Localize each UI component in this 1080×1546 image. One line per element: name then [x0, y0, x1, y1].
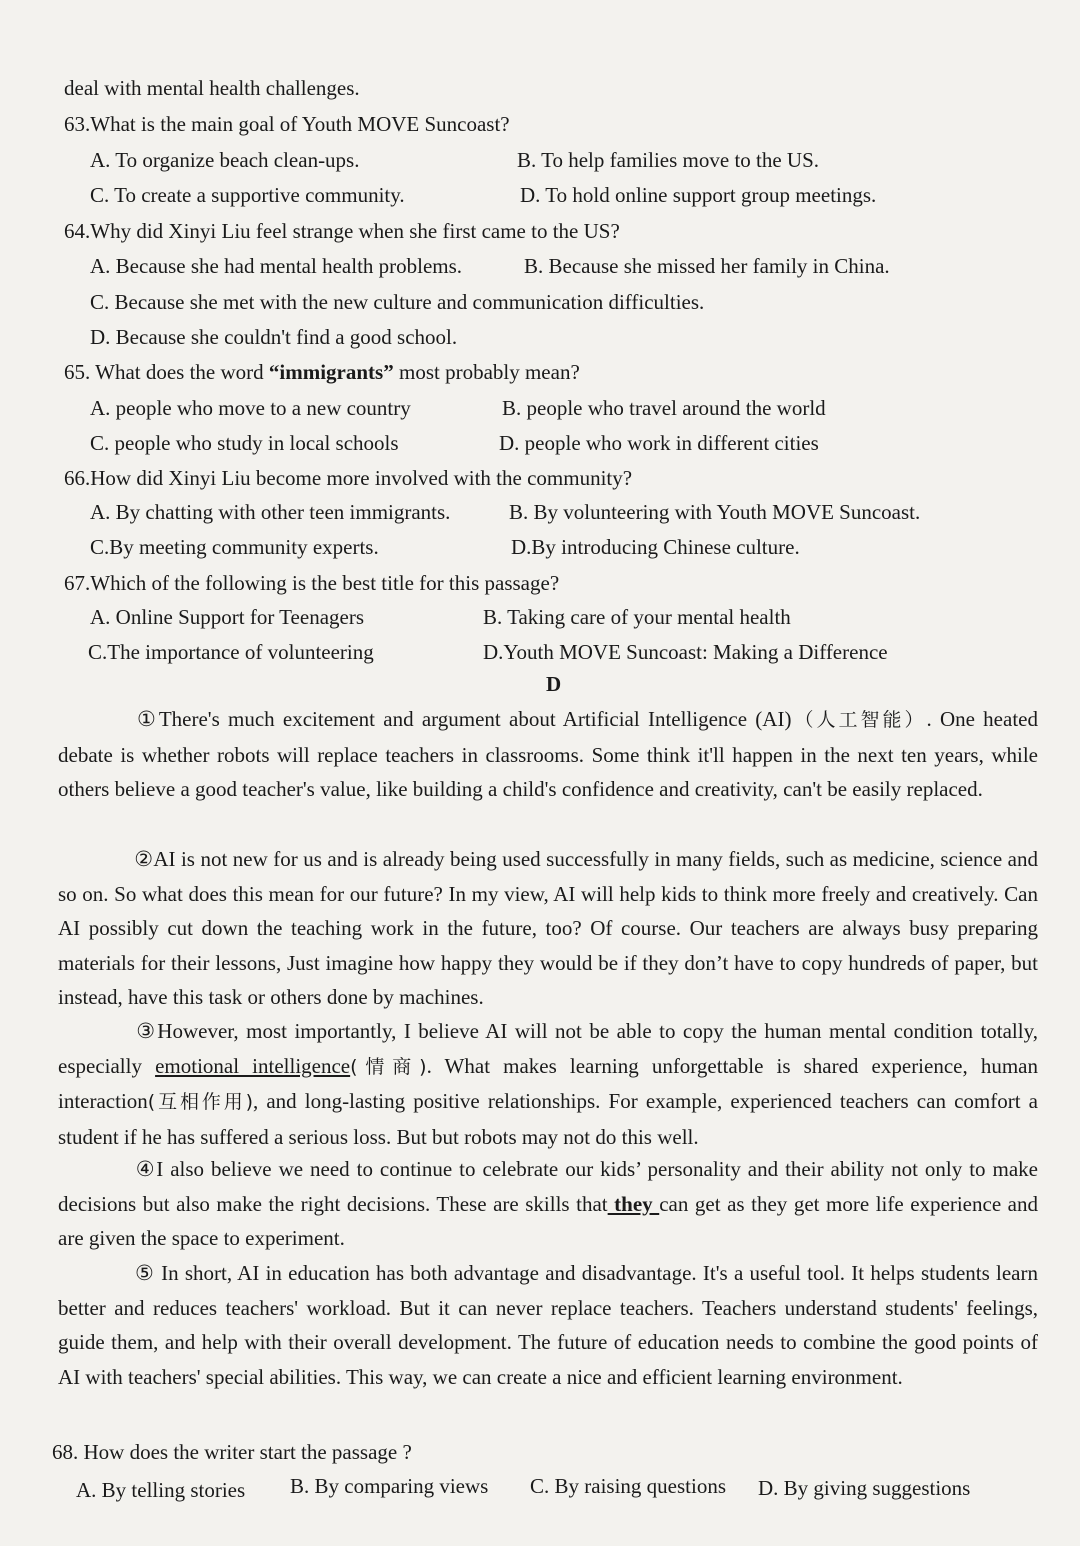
question-66-stem: 66.How did Xinyi Liu become more involved with the community?	[64, 466, 633, 490]
p4-text-a: ④I also believe we need to continue to celebrate our kids’ personality and their ability not only to make decisions but also make the right decisions. These are skills that	[58, 1157, 1038, 1216]
q67-option-c: C.The importance of volunteering	[88, 640, 374, 664]
p4-underlined-word: they	[607, 1191, 660, 1216]
p3-cjk-1: (情商)	[350, 1055, 427, 1078]
q65-option-b: B. people who travel around the world	[502, 396, 826, 420]
q65-option-a: A. people who move to a new country	[90, 396, 411, 420]
q64-option-b: B. Because she missed her family in China.	[524, 254, 890, 278]
q63-option-d: D. To hold online support group meetings.	[520, 183, 877, 207]
q63-option-a: A. To organize beach clean-ups.	[90, 148, 360, 172]
p2-text: ②AI is not new for us and is already being used successfully in many fields, such as medicine, science and so on. So what does this mean for our future? In my view, AI will help kids to think more freely and creatively. Can AI possibly cut down the teaching work in the future, too? Of course. Our teachers are always busy preparing materials for their lessons, Just imagine how happy they would be if they don’t have to copy hundreds of paper, but instead, have this task or others done by machines.	[58, 847, 1038, 1009]
question-67-stem: 67.Which of the following is the best title for this passage?	[64, 571, 560, 595]
passage-paragraph-5	[58, 1256, 1038, 1394]
q67-option-d: D.Youth MOVE Suncoast: Making a Difference	[483, 640, 888, 664]
p3-underlined-term: emotional intelligence	[155, 1053, 351, 1078]
q68-option-a: A. By telling stories	[76, 1478, 246, 1502]
p1-cjk: （人工智能）	[791, 709, 927, 731]
p3-cjk-2: (互相作用)	[147, 1091, 253, 1113]
intro-line: deal with mental health challenges.	[64, 76, 360, 100]
q64-option-d: D. Because she couldn't find a good school.	[90, 325, 458, 349]
section-label: D	[546, 672, 562, 696]
q67-option-b: B. Taking care of your mental health	[483, 605, 791, 629]
q66-option-a: A. By chatting with other teen immigrants.	[90, 500, 451, 524]
q65-option-c: C. people who study in local schools	[90, 431, 399, 455]
q65-stem-bold: “immigrants”	[268, 360, 394, 384]
q66-option-c: C.By meeting community experts.	[90, 535, 379, 559]
p1-text-b: . One heated debate is whether robots will replace teachers in classrooms. Some think it'll happen in the next ten years, while others believe a good teacher's value, like building a child's confidence and creativity, can't be easily replaced.	[58, 707, 1038, 801]
q66-option-b: B. By volunteering with Youth MOVE Suncoast.	[509, 500, 921, 524]
q64-option-c: C. Because she met with the new culture and communication difficulties.	[90, 290, 705, 314]
p5-text: ⑤ In short, AI in education has both advantage and disadvantage. It's a useful tool. It helps students learn better and reduces teachers' workload. But it can never replace teachers. Teachers understand students' feelings, guide them, and help with their overall development. The future of education needs to combine the good points of AI with teachers' special abilities. This way, we can create a nice and efficient learning environment.	[58, 1261, 1038, 1389]
passage-paragraph-3	[58, 1014, 1038, 1154]
p3-text-a: ③However, most importantly, I believe AI will not be able to copy the human mental condition totally, especially	[58, 1019, 1038, 1078]
passage-paragraph-4	[58, 1152, 1038, 1256]
q68-option-b: B. By comparing views	[290, 1474, 489, 1498]
p3-text-b: . What makes learning unforgettable is shared experience, human interaction	[58, 1053, 1038, 1113]
question-63-stem: 63.What is the main goal of Youth MOVE Suncoast?	[64, 112, 510, 136]
q66-option-d: D.By introducing Chinese culture.	[511, 535, 800, 559]
question-64-stem: 64.Why did Xinyi Liu feel strange when she first came to the US?	[64, 219, 620, 243]
q68-option-c: C. By raising questions	[530, 1474, 727, 1498]
question-65-stem	[64, 358, 580, 386]
p4-text-b: can get as they get more life experience and are given the space to experiment.	[58, 1191, 1039, 1250]
p3-text-c: , and long-lasting positive relationships. For example, experienced teachers can comfort a student if he has suffered a serious loss. But but robots may not do this well.	[58, 1089, 1038, 1149]
q64-option-a: A. Because she had mental health problems.	[90, 254, 463, 278]
q65-stem-pre: 65. What does the word	[64, 360, 269, 384]
passage-paragraph-1	[58, 702, 1038, 807]
question-68-stem: 68. How does the writer start the passage ?	[52, 1440, 412, 1464]
q67-option-a: A. Online Support for Teenagers	[90, 605, 364, 629]
passage-paragraph-2	[58, 842, 1038, 1015]
q65-option-d: D. people who work in different cities	[499, 431, 819, 455]
q68-option-d: D. By giving suggestions	[758, 1476, 971, 1500]
p1-text-a: ①There's much excitement and argument about Artificial Intelligence (AI)	[134, 707, 792, 731]
q63-option-b: B. To help families move to the US.	[517, 148, 820, 172]
q63-option-c: C. To create a supportive community.	[90, 183, 405, 207]
q65-stem-post: most probably mean?	[393, 360, 580, 384]
